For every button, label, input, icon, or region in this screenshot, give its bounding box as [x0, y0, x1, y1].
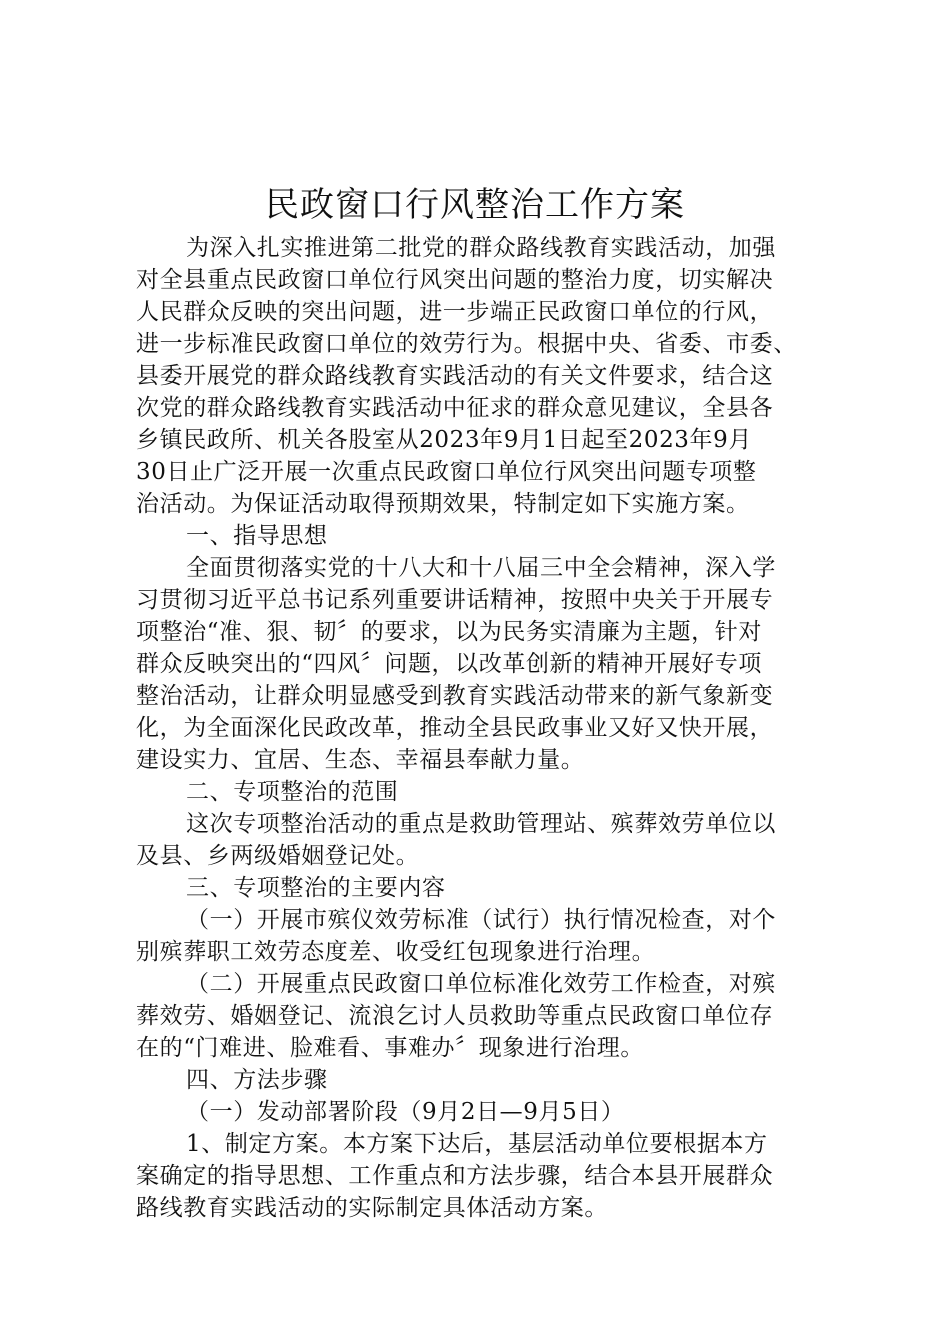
document-body	[136, 232, 836, 1224]
text-line: 项整治“准、狠、韧〞的要求，以为民务实清廉为主题，针对	[136, 619, 762, 645]
text-line: 四、方法步骤	[186, 1067, 328, 1093]
text-line: 县委开展党的群众路线教育实践活动的有关文件要求，结合这	[136, 363, 774, 389]
text-line: 二、专项整治的范围	[186, 779, 399, 805]
text-line: 次党的群众路线教育实践活动中征求的群众意见建议，全县各	[136, 395, 774, 421]
text-line: 及县、乡两级婚姻登记处。	[136, 843, 420, 869]
text-line: 1、制定方案。本方案下达后，基层活动单位要根据本方	[186, 1131, 768, 1157]
text-line: 为深入扎实推进第二批党的群众路线教育实践活动，加强	[186, 235, 776, 261]
text-line: 三、专项整治的主要内容	[186, 875, 446, 901]
text-line: 30日止广泛开展一次重点民政窗口单位行风突出问题专项整	[136, 459, 757, 485]
text-line: 路线教育实践活动的实际制定具体活动方案。	[136, 1195, 608, 1221]
text-line: 人民群众反映的突出问题，进一步端正民政窗口单位的行风，	[136, 299, 774, 325]
text-line: 葬效劳、婚姻登记、流浪乞讨人员救助等重点民政窗口单位存	[136, 1003, 774, 1029]
text-line: 这次专项整治活动的重点是救助管理站、殡葬效劳单位以	[186, 811, 776, 837]
text-line: 一、指导思想	[186, 523, 328, 549]
text-line: 案确定的指导思想、工作重点和方法步骤，结合本县开展群众	[136, 1163, 774, 1189]
text-line: （一）开展市殡仪效劳标准（试行）执行情况检查，对个	[186, 907, 776, 933]
text-line: 乡镇民政所、机关各股室从2023年9月1日起至2023年9月	[136, 427, 752, 453]
text-line: 整治活动，让群众明显感受到教育实践活动带来的新气象新变	[136, 683, 774, 709]
text-line: （一）发动部署阶段（9月2日—9月5日）	[186, 1099, 625, 1125]
text-line: 治活动。为保证活动取得预期效果，特制定如下实施方案。	[136, 491, 750, 517]
document-title: 民政窗口行风整治工作方案	[265, 185, 685, 225]
text-line: 在的“门难进、脸难看、事难办〞现象进行治理。	[136, 1035, 644, 1061]
text-line: 别殡葬职工效劳态度差、收受红包现象进行治理。	[136, 939, 656, 965]
text-line: 全面贯彻落实党的十八大和十八届三中全会精神，深入学	[186, 555, 776, 581]
text-line: 化，为全面深化民政改革，推动全县民政事业又好又快开展，	[136, 715, 774, 741]
text-line: 建设实力、宜居、生态、幸福县奉献力量。	[136, 747, 585, 773]
text-line: 对全县重点民政窗口单位行风突出问题的整治力度，切实解决	[136, 267, 774, 293]
text-line: （二）开展重点民政窗口单位标准化效劳工作检查，对殡	[186, 971, 776, 997]
text-line: 群众反映突出的“四风〞问题，以改革创新的精神开展好专项	[136, 651, 762, 677]
text-line: 进一步标准民政窗口单位的效劳行为。根据中央、省委、市委、	[136, 331, 797, 357]
text-line: 习贯彻习近平总书记系列重要讲话精神，按照中央关于开展专	[136, 587, 774, 613]
